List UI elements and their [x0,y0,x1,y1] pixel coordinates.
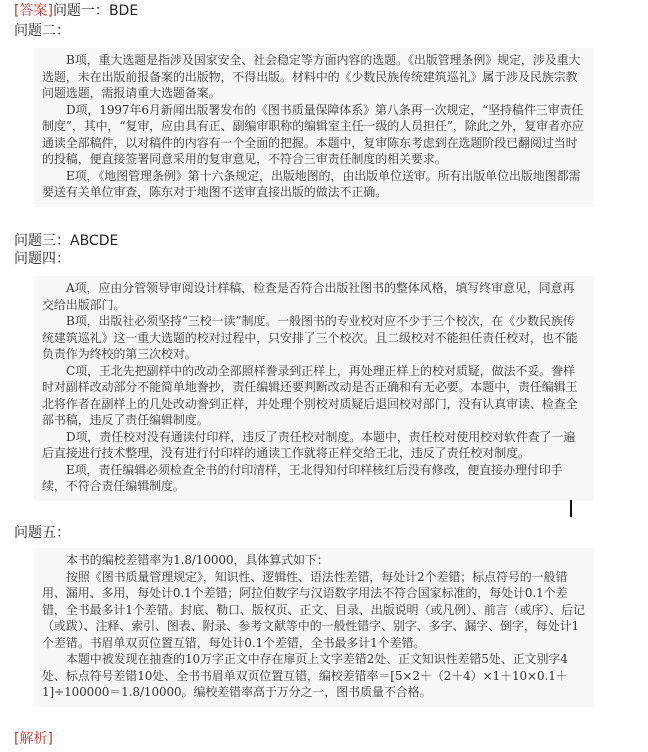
answer-tag: [答案] [14,3,53,19]
q2-label: 问题二： [14,23,70,39]
q5-explanation [34,548,594,707]
q5-label: 问题五： [14,525,70,541]
q4-para-d: D项，责任校对没有通读付印样，违反了责任校对制度。本题中，责任校对使用校对软件查了一遍后直接进行技术整理，没有进行付印样的通读工作就将正样交给王北，违反了责任校对制度。 [42,429,576,460]
q4-para-c: C项，王北先把副样中的改动全部照样誊录到正样上，再处理正样上的校对质疑，做法不妥。誊样时对副样改动部分不能简单地誊抄，责任编辑还要判断改动是否正确和有无必要。本题中，责任编辑王北将作者在副样上的几处改动誊到正样，并处理个别校对质疑后退回校对部门，没有认真审读、检查全部书稿，违反了责任编辑制度。 [42,363,578,427]
q1-label: 问题一： [52,3,109,19]
q4-para-a: A项，应由分管领导审阅设计样稿，检查是否符合出版社图书的整体风格，填写终审意见，同意再交给出版部门。 [42,281,575,312]
q2-para-b: B项，重大选题是指涉及国家安全、社会稳定等方面内容的选题。《出版管理条例》规定，涉及重大选题，未在出版前报备案的出版物，不得出版。材料中的《少数民族传统建筑巡礼》属于涉及民族宗教问题选题，需报请重大选题备案。 [42,53,581,100]
q3-answer: ABCDE [70,233,119,249]
text-cursor [570,500,572,517]
q4-para-e: E项，责任编辑必须检查全书的付印清样，王北得知付印样核红后没有修改，便直接办理付印手续，不符合责任编辑制度。 [42,462,563,493]
q2-explanation [34,48,594,207]
q4-label: 问题四： [14,251,70,267]
q1-line [14,2,138,20]
q3-label: 问题三： [14,233,70,249]
q5-para-rate: 本书的编校差错率为1.8/10000，具体算式如下： [66,553,329,567]
q3-line [14,232,118,250]
q5-para-rules: 按照《图书质量管理规定》，知识性、逻辑性、语法性差错，每处计2个差错；标点符号的一般错用、漏用、多用，每处计0.1个差错；阿拉伯数字与汉语数字用法不符合国家标准的，每处计0.1个差错，全书最多计1个差错。封底、勒口、版权页、正文、目录、出版说明（或凡例）、前言（或序）、后记（或跋）、注释、索引、图表、附录、参考文献等中的一般性错字、别字、多字、漏字、倒字，每处计1个差错。书眉单双页位置互错，每处计0.1个差错，全书最多计1个差错。 [42,569,585,650]
q4-para-b: B项，出版社必须坚持“三校一读”制度。一般图书的专业校对应不少于三个校次，在《少数民族传统建筑巡礼》这一重大选题的校对过程中，只安排了三个校次。且二级校对不能担任责任校对，也不能负责作为终校的第三次校对。 [42,314,578,361]
q2-para-e: E项，《地图管理条例》第十六条规定，出版地图的，由出版单位送审。所有出版单位出版地图都需要送有关单位审查，陈东对于地图不送审直接出版的做法不正确。 [42,168,581,199]
q5-para-calc: 本题中被发现在抽查的10万字正文中存在扉页上文字差错2处、正文知识性差错5处、正文别字4处、标点符号差错10处、全书书眉单双页位置互错，编校差错率＝[5×2＋（2＋4）×1＋10×0.1＋1]÷100000＝1.8/10000。编校差错率高于万分之一，图书质量不合格。 [42,652,568,699]
q2-para-d: D项，1997年6月新闻出版署发布的《图书质量保障体系》第八条再一次规定，“坚持稿件三审责任制度”，其中，“复审，应由具有正、副编审职称的编辑室主任一级的人员担任”，除此之外，复审者亦应通读全部稿件，以对稿件的内容有一个全面的把握。本题中，复审陈东考虑到在选题阶段已翻阅过当时的投稿，便直接签署同意采用的复审意见，不符合三审责任制度的相关要求。 [42,102,584,166]
q4-explanation [34,276,594,501]
q1-answer: BDE [108,3,139,19]
analysis-tag: [解析] [14,731,53,747]
